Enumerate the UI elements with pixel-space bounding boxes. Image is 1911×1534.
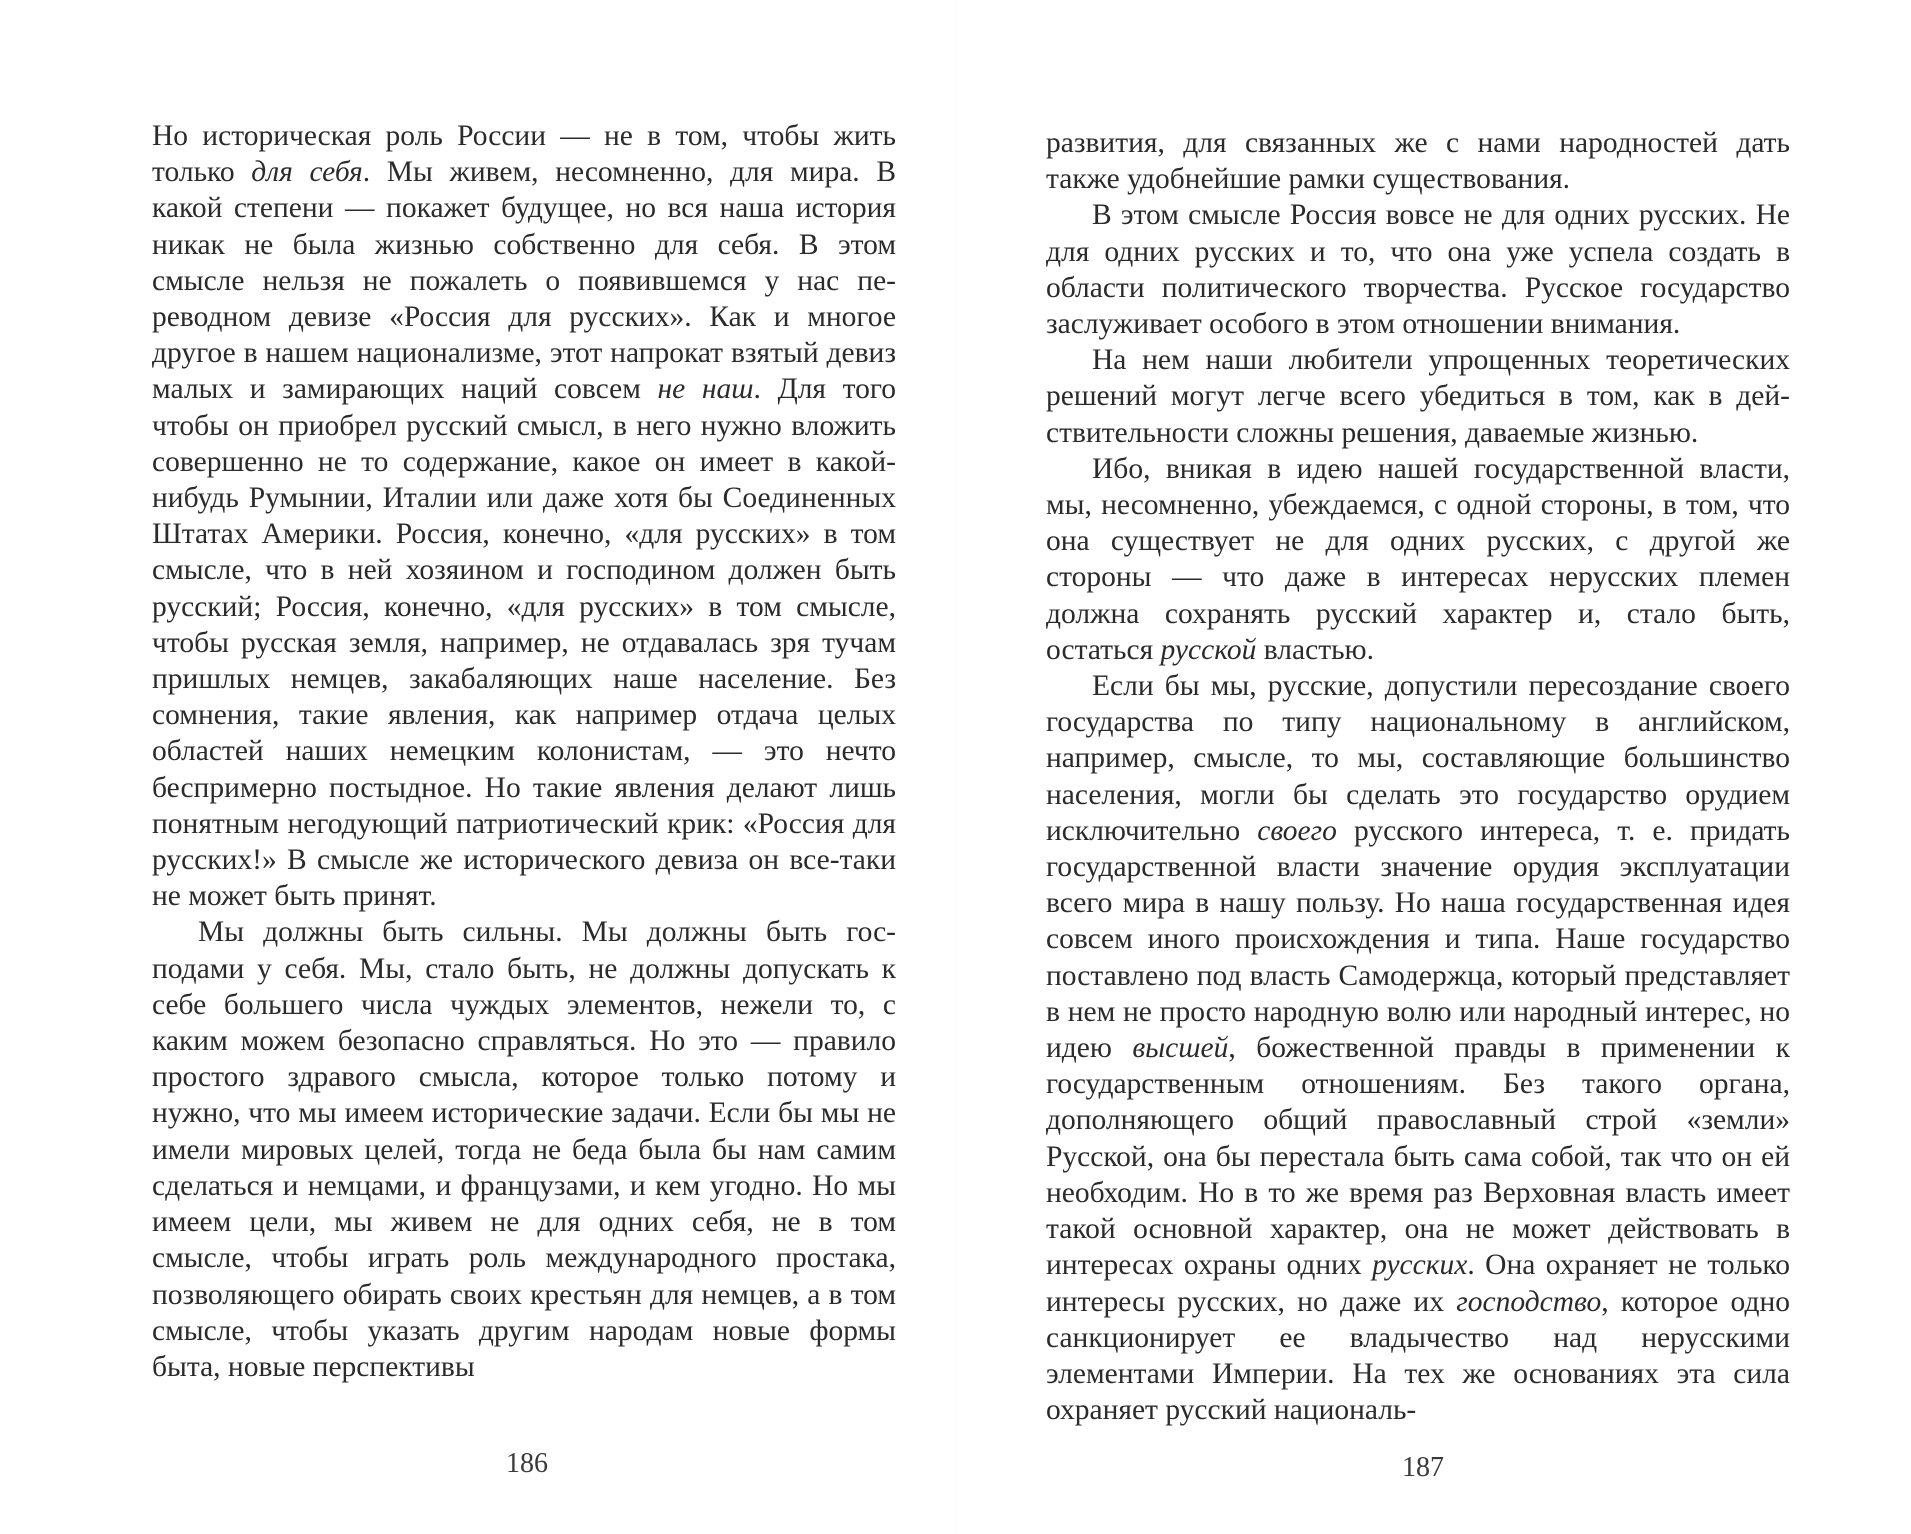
text-run: . Мы живем, несомненно, для мира. В какой степени — покажет будущее, но вся наша история никак не была жизнью собственно для себя. В этом смысле нельзя не пожалеть о появившемся у нас переводном девизе «Россия для русских». Как и многое другое в нашем национализме, этот напрокат взятый девиз малых и замирающих наций совсем [152,156,897,406]
right-page-number: 187 [1402,1452,1444,1483]
italic-text-run: не наш [657,373,754,406]
left-page-number: 186 [506,1448,548,1479]
italic-text-run: высшей [1132,1032,1229,1065]
text-run: . Для того чтобы он приобрел русский смысл, в него нужно вложить совершенно не то содержание, какое он имеет в какой-нибудь Румынии, Италии или даже хотя бы Соединенных Штатах Америки. Россия, конечно, «для русских» в том смысле, что в ней хозяином и господином должен быть русский; Россия, конечно, «для русских» в том смысле, чтобы русская земля, например, не отдавалась зря тучам пришлых немцев, закабаляющих наше население. Без сомнения, такие явления, как например отдача целых областей наших немецким колонистам, — это нечто беспримерно постыдное. Но такие явления делают лишь понятным негодующий патриотический крик: «Россия для русских!» В смысле же исторического девиза он все-таки не может быть принят. [152,373,896,913]
book-gutter [955,0,956,1534]
text-run: . Она охраняет не только интересы русских, но даже их [1046,1249,1791,1318]
italic-text-run: русских [1372,1249,1468,1282]
text-run: Ибо, вникая в идею нашей государственной власти, мы, несомненно, убеждаемся, с одной стороны, в том, что она существует не для одних русских, с другой же стороны — что даже в интересах нерусских племен должна сохранять русский характер и, стало быть, остаться [1046,452,1790,666]
italic-text-run: для себя [251,156,363,189]
left-page-text [152,118,896,1385]
text-run: В этом смысле Россия вовсе не для одних русских. Не для одних русских и то, что она уже успела создать в области политического творчества. Русское государство заслуживает особого в этом отношении внимания. [1046,199,1790,341]
text-run: , которое одно санкционирует ее владычество над нерусскими элементами Империи. На тех же основаниях эта сила охраняет русский националь- [1046,1285,1791,1427]
right-paragraph [1046,342,1790,451]
text-run: властью. [1256,633,1374,666]
text-run: Мы должны быть сильны. Мы должны быть господами у себя. Мы, стало быть, не должны допускать к себе большего числа чуждых элементов, нежели то, с каким можем безопасно справляться. Но это — правило простого здравого смысла, которое только потому и нужно, что мы имеем исторические задачи. Если бы мы не имели мировых целей, тогда не беда была бы нам самим сделаться и немцами, и французами, и кем угодно. Но мы имеем цели, мы живем не для одних себя, не в том смысле, чтобы играть роль международного простака, позволяющего обирать своих крестьян для немцев, а в том смысле, чтобы указать другим народам новые формы быта, новые перспективы [152,916,896,1383]
text-run: развития, для связанных же с нами народностей дать также удобнейшие рамки существования. [1046,127,1790,196]
italic-text-run: русской [1160,633,1257,666]
italic-text-run: своего [1257,814,1337,847]
right-paragraph [1046,197,1790,342]
text-run: На нем наши любители упрощенных теоретических решений могут легче всего убедиться в том, как в действительности сложны решения, даваемые жизнью. [1046,344,1790,449]
italic-text-run: господство [1456,1285,1602,1318]
text-run: Если бы мы, русские, допустили пересоздание своего государства по типу национальному в английском, например, смысле, то мы, составляющие большинство населения, могли бы сделать это государство орудием исключительно [1046,670,1790,847]
text-run: русского интереса, т. е. придать государственной власти значение орудия эксплуатации всего мира в нашу пользу. Но наша государственная идея совсем иного происхождения и типа. Наше государство поставлено под власть Самодержца, который представляет в нем не просто народную волю или народный интерес, но идею [1046,814,1790,1065]
text-run: , божественной правды в применении к государственным отношениям. Без такого органа, дополняющего общий православный строй «земли» Русской, она бы перестала быть сама собой, так что он ей необходим. Но в то же время раз Верховная власть имеет такой основной характер, она не может действовать в интересах охраны одних [1046,1032,1790,1282]
right-paragraph [1046,451,1790,668]
right-paragraph [1046,125,1790,197]
left-paragraph [152,914,896,1385]
text-run: Но историческая роль России — не в том, чтобы жить только [152,120,896,189]
right-paragraph [1046,668,1790,1428]
left-paragraph [152,118,896,914]
right-page-text [1046,125,1790,1428]
